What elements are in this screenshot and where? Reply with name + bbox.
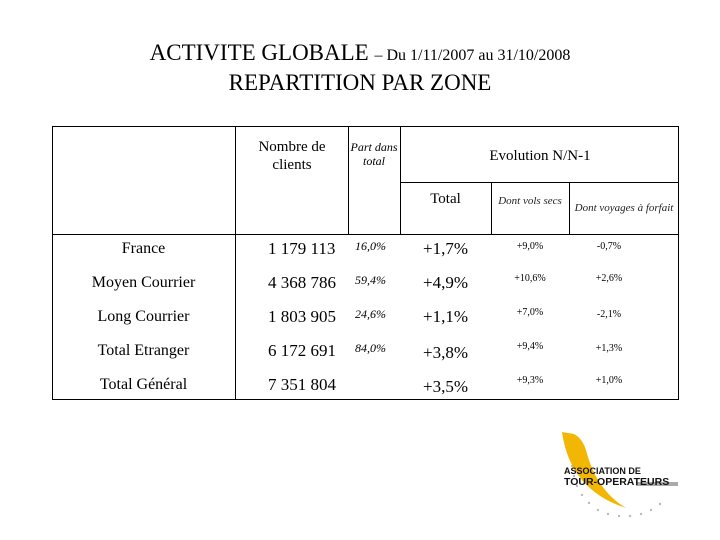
row-forfait: +2,6% xyxy=(595,272,623,284)
header-clients: Nombre de clients xyxy=(258,139,326,173)
table-divider xyxy=(569,182,570,235)
header-evolution: Evolution N/N-1 xyxy=(489,148,591,164)
title-main: ACTIVITE GLOBALE xyxy=(149,40,369,65)
row-forfait: -2,1% xyxy=(596,308,622,320)
row-vols-secs: +9,4% xyxy=(516,340,544,352)
row-vols-secs: +9,0% xyxy=(516,240,544,252)
logo-text-line2: TOUR-OPERATEURS xyxy=(564,476,670,488)
header-vols-secs: Dont vols secs xyxy=(498,194,562,207)
logo-text-line1: ASSOCIATION DE xyxy=(564,466,641,476)
table-divider xyxy=(400,182,679,183)
header-total: Total xyxy=(430,191,461,207)
page-subtitle: REPARTITION PAR ZONE xyxy=(228,70,492,95)
row-part: 84,0% xyxy=(355,340,386,355)
row-clients: 1 803 905 xyxy=(268,307,336,326)
row-vols-secs: +7,0% xyxy=(516,306,544,318)
row-zone: Total Général xyxy=(99,376,188,393)
row-total: +1,1% xyxy=(423,307,468,326)
header-part: Part dans total xyxy=(350,140,398,168)
row-total: +1,7% xyxy=(423,239,468,258)
row-total: +3,8% xyxy=(423,343,468,362)
ato-logo xyxy=(556,430,706,530)
row-clients: 7 351 804 xyxy=(268,375,336,394)
title-date-range: – Du 1/11/2007 au 31/10/2008 xyxy=(374,47,571,64)
row-forfait: +1,0% xyxy=(595,374,623,386)
row-zone: Moyen Courrier xyxy=(91,274,196,291)
table-divider xyxy=(235,126,236,400)
table-divider xyxy=(348,126,349,235)
row-part: 59,4% xyxy=(355,272,386,287)
row-part xyxy=(355,370,399,394)
row-part: 24,6% xyxy=(355,306,386,321)
row-vols-secs: +9,3% xyxy=(516,374,544,386)
row-part: 16,0% xyxy=(355,238,386,253)
row-clients: 6 172 691 xyxy=(268,341,336,360)
row-total: +3,5% xyxy=(423,377,468,396)
row-forfait: -0,7% xyxy=(596,240,622,252)
row-total: +4,9% xyxy=(423,273,468,292)
page-title xyxy=(0,40,720,69)
row-zone: Long Courrier xyxy=(97,308,190,325)
header-voyages-forfait: Dont voyages à forfait xyxy=(574,201,674,214)
row-vols-secs: +10,6% xyxy=(514,272,546,284)
table-divider xyxy=(491,182,492,235)
row-zone: Total Etranger xyxy=(97,342,190,359)
table-divider xyxy=(400,126,401,235)
logo-graphic xyxy=(556,430,706,530)
row-clients: 4 368 786 xyxy=(268,273,336,292)
row-clients: 1 179 113 xyxy=(268,239,336,258)
row-forfait: +1,3% xyxy=(595,342,623,354)
row-zone: France xyxy=(121,240,166,257)
